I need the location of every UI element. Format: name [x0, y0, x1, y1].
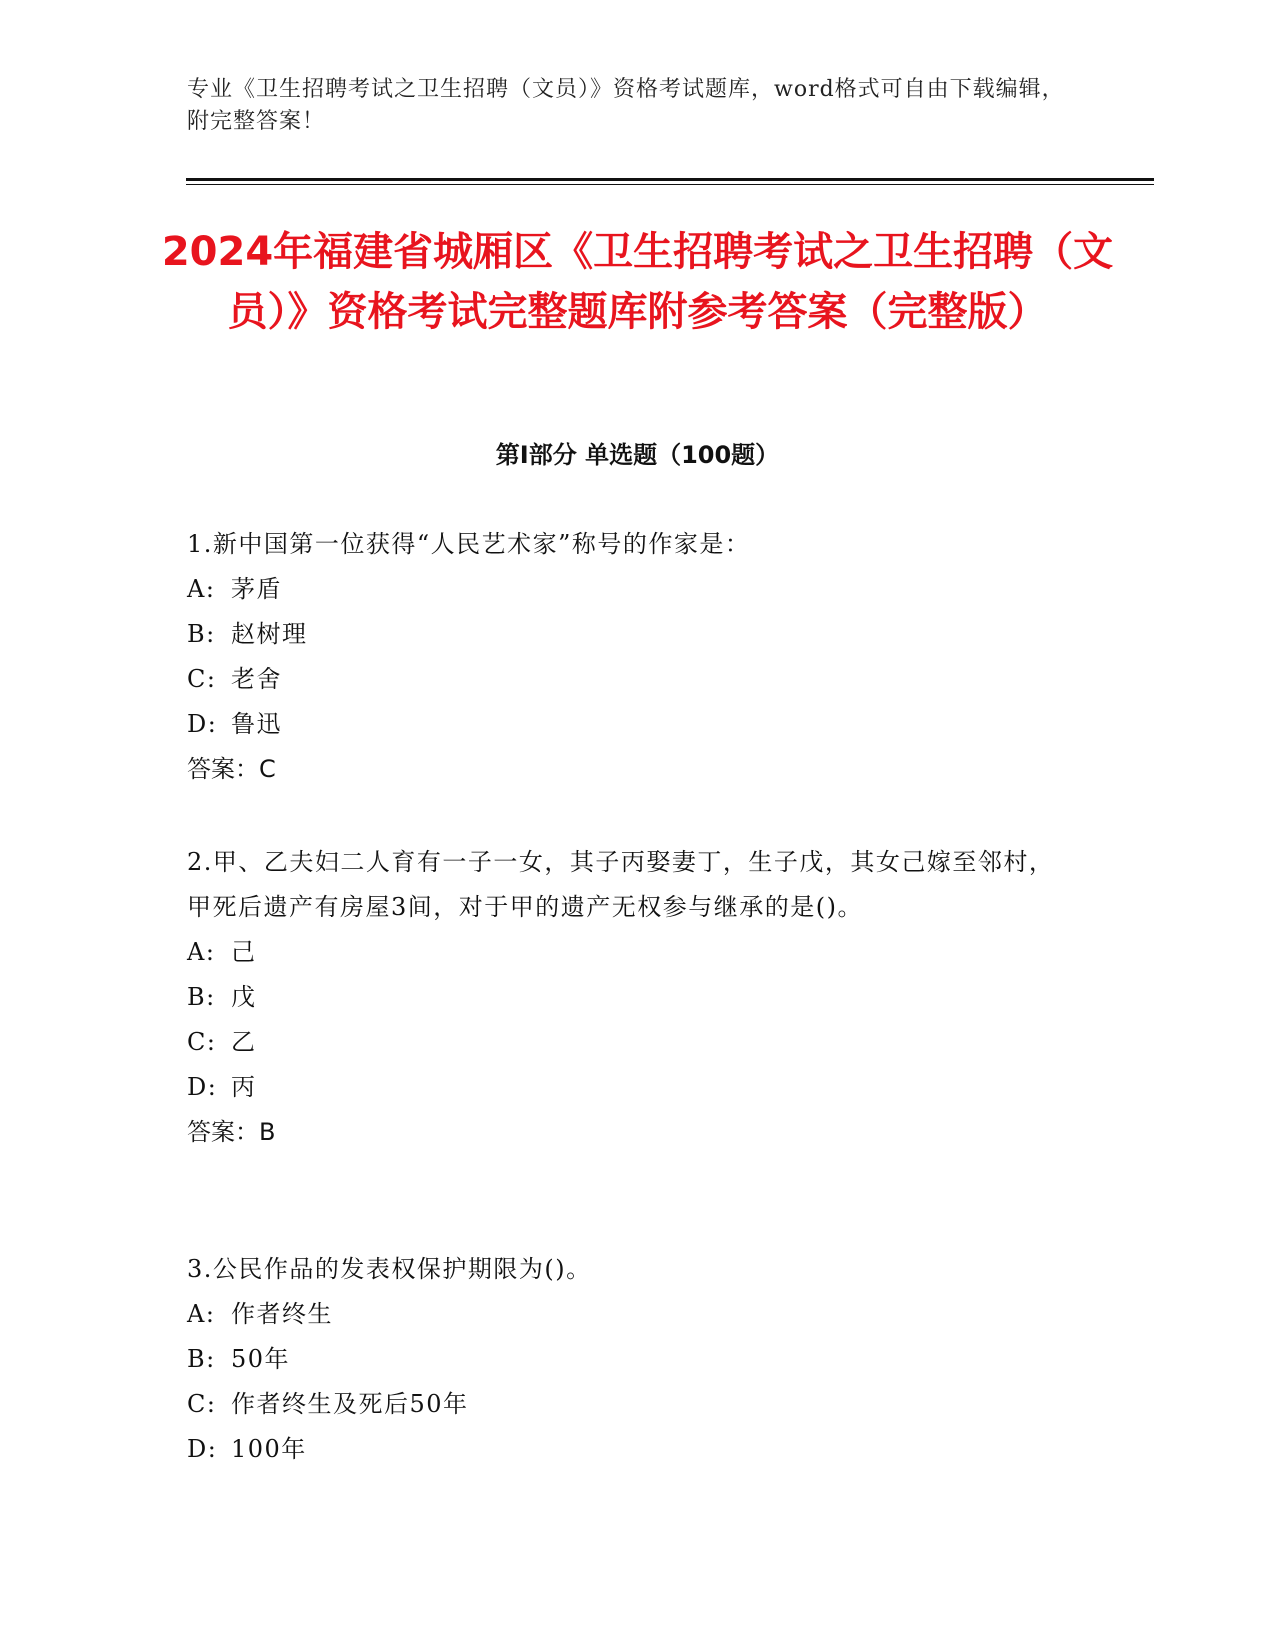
- option-text: 鲁迅: [231, 710, 282, 738]
- section-title: 第I部分 单选题（100题）: [495, 441, 780, 469]
- option-b: [187, 1337, 1067, 1382]
- question-1: [187, 522, 1067, 792]
- question-stem: 3.公民作品的发表权保护期限为()。: [187, 1255, 592, 1283]
- option-text: 戊: [231, 983, 257, 1011]
- question-2: [187, 840, 1067, 1155]
- option-a: [187, 1292, 1067, 1337]
- option-text: 己: [231, 938, 257, 966]
- option-text: 赵树理: [231, 620, 308, 648]
- document-title: 2024年福建省城厢区《卫生招聘考试之卫生招聘（文员）》资格考试完整题库附参考答案（完整版）: [161, 229, 1114, 335]
- option-text: 作者终生及死后50年: [231, 1390, 469, 1418]
- option-a: [187, 930, 1067, 975]
- option-key: B:: [187, 1345, 216, 1373]
- option-key: B:: [187, 983, 216, 1011]
- option-key: A:: [187, 575, 216, 603]
- option-key: D:: [187, 1073, 218, 1101]
- option-c: [187, 1020, 1067, 1065]
- option-key: C:: [187, 1390, 217, 1418]
- option-text: 100年: [231, 1435, 307, 1463]
- header-divider-thick: [186, 178, 1154, 181]
- answer-line: 答案：C: [187, 755, 276, 783]
- option-b: [187, 612, 1067, 657]
- option-d: [187, 702, 1067, 747]
- option-text: 茅盾: [231, 575, 282, 603]
- option-text: 丙: [231, 1073, 257, 1101]
- header-divider-thin: [186, 184, 1154, 185]
- header-note: 专业《卫生招聘考试之卫生招聘（文员）》资格考试题库，word格式可自由下载编辑，附完整答案！: [187, 77, 1065, 134]
- option-text: 乙: [231, 1028, 257, 1056]
- question-stem: 1.新中国第一位获得“人民艺术家”称号的作家是：: [187, 530, 751, 558]
- option-d: [187, 1427, 1067, 1472]
- option-c: [187, 1382, 1067, 1427]
- option-key: D:: [187, 710, 218, 738]
- option-b: [187, 975, 1067, 1020]
- option-key: A:: [187, 1300, 216, 1328]
- option-c: [187, 657, 1067, 702]
- question-stem: 2.甲、乙夫妇二人育有一子一女，其子丙娶妻丁，生子戊，其女己嫁至邻村，甲死后遗产有房屋3间，对于甲的遗产无权参与继承的是()。: [187, 848, 1055, 921]
- answer-line: 答案：B: [187, 1118, 276, 1146]
- option-text: 老舍: [231, 665, 282, 693]
- option-text: 作者终生: [231, 1300, 333, 1328]
- option-key: C:: [187, 665, 217, 693]
- option-d: [187, 1065, 1067, 1110]
- option-a: [187, 567, 1067, 612]
- option-key: D:: [187, 1435, 218, 1463]
- option-text: 50年: [231, 1345, 291, 1373]
- option-key: C:: [187, 1028, 217, 1056]
- option-key: B:: [187, 620, 216, 648]
- question-3: [187, 1247, 1067, 1472]
- option-key: A:: [187, 938, 216, 966]
